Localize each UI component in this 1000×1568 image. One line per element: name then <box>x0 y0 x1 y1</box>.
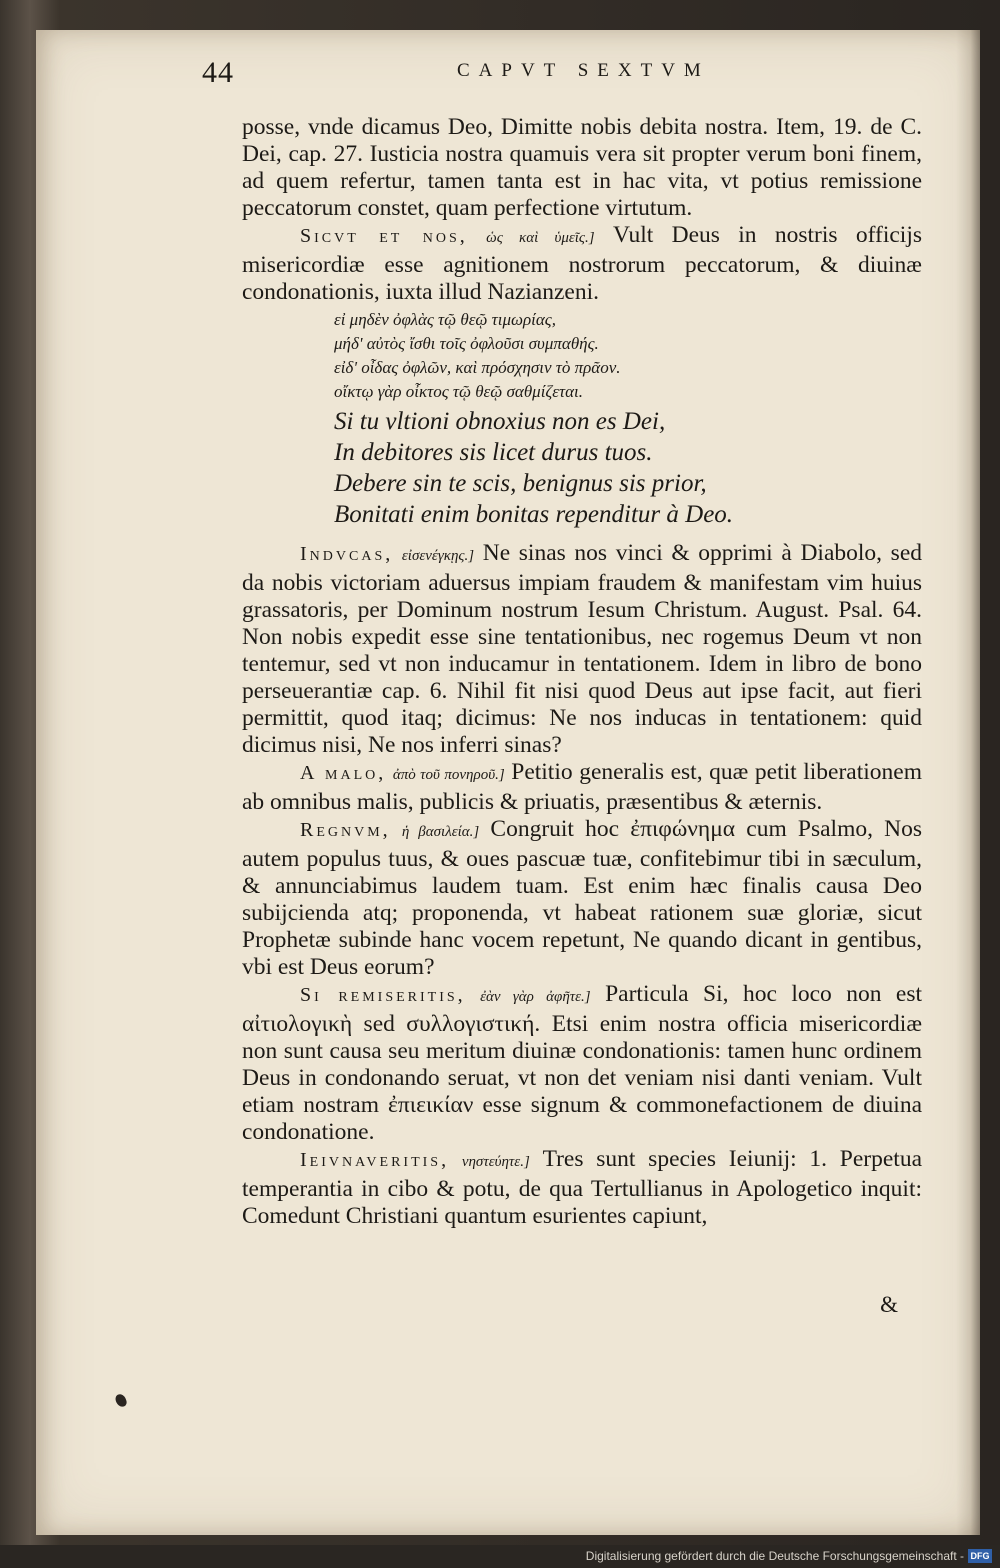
ink-blot <box>114 1393 128 1409</box>
paragraph <box>242 222 922 306</box>
book-page <box>36 30 980 1535</box>
paragraph <box>242 540 922 759</box>
main-text <box>242 114 922 1230</box>
paragraph <box>242 981 922 1146</box>
greek-verse-line: εἰ μηδὲν ὀφλὰς τῷ θεῷ τιμωρίας, <box>334 310 556 329</box>
lemma: Indvcas, <box>300 543 394 565</box>
paragraph: posse, vnde dicamus Deo, Dimitte nobis debita nostra. Item, 19. de C. Dei, cap. 27. Iusticia nostra quamuis vera sit propter verum boni finem, ad quem refertur, tamen tanta est in hac vita, vt potius remissione peccatorum constet, quam perfectione virtutum. <box>242 114 922 221</box>
footer-credit: Digitalisierung gefördert durch die Deutsche Forschungsgemeinschaft - <box>585 1549 964 1563</box>
paragraph-text: Ne sinas nos vinci & opprimi à Diabolo, sed da nobis victoriam aduersus impiam fraudem & manifestam vim huius grassatoris, per Dominum nostrum Iesum Christum. August. Psal. 64. Non nobis expedit esse sine tentationibus, nec rogemus Deum vt non tentemur, sed vt non inducamur in tentationem. Idem in libro de bono perseuerantiæ cap. 6. Nihil fit nisi quod Deus aut ipse facit, aut fieri permittit, quod itaq; dicimus: Ne nos inducas in tentationem: quid dicimus nisi, Ne nos inferri sinas? <box>242 540 923 758</box>
greek-lemma: ἀπὸ τοῦ πονηροῦ.] <box>392 767 505 783</box>
greek-verse-block <box>334 308 922 404</box>
paragraph <box>242 816 922 981</box>
greek-verse-line: μήδ' αὐτὸς ἴσθι τοῖς ὀφλοῦσι συμπαθής. <box>334 334 599 353</box>
page-header <box>202 56 722 96</box>
greek-lemma: ἡ βασιλεία.] <box>401 824 480 840</box>
lemma: A malo, <box>300 762 387 784</box>
paragraph-text: Congruit hoc ἐπιφώνημα cum Psalmo, Nos autem populus tuus, & oues pascuæ tuæ, confitebimur tibi in sæculum, & annunciabimus laudem tuam. Est enim hæc finalis causa Deo subijcienda atq; proponenda, vt habeat rationem suæ gloriæ, sicut Prophetæ subinde hanc vocem repetunt, Ne quando dicant in gentibus, vbi est Deus eorum? <box>242 816 922 980</box>
dfg-logo: DFG <box>968 1549 992 1563</box>
greek-verse-line: οἴκτῳ γὰρ οἶκτος τῷ θεῷ σαθμίζεται. <box>334 382 583 401</box>
lemma: Ieivnaveritis, <box>300 1149 450 1171</box>
paragraph-text: Vult Deus in nostris officijs misericordiæ esse agnitionem nostrorum peccatorum, & diuinæ condonationis, iuxta illud Nazianzeni. <box>242 222 922 305</box>
greek-verse-line: εἰδ' οἶδας ὀφλῶν, καὶ πρόσχησιν τὸ πρᾶον. <box>334 358 621 377</box>
lemma: Si remiseritis, <box>300 984 466 1006</box>
running-head: CAPVT SEXTVM <box>457 60 710 81</box>
latin-verse-line: Si tu vltioni obnoxius non es Dei, <box>334 408 666 435</box>
paragraph-text: Particula Si, hoc loco non est αἰτιολογικὴ sed συλλογιστική. Etsi enim nostra officia misericordiæ non sunt causa seu meritum diuinæ condonationis: tamen hunc ordinem Deus in condonando seruat, vt non det veniam nisi danti veniam. Vult etiam nostram ἐπιεικίαν esse signum & commonefactionem de diuina condonatione. <box>242 981 923 1145</box>
greek-lemma: ὡς καὶ ὑμεῖς.] <box>486 230 595 246</box>
paragraph-text: Petitio generalis est, quæ petit liberationem ab omnibus malis, publicis & priuatis, præsentibus & æternis. <box>242 759 922 815</box>
page-number: 44 <box>202 56 234 89</box>
digitization-footer <box>0 1545 1000 1568</box>
page-edge-shadow <box>956 30 980 1535</box>
lemma: Regnvm, <box>300 819 391 841</box>
greek-lemma: εἰσενέγκῃς.] <box>401 548 475 564</box>
paragraph-text: Tres sunt species Ieiunij: 1. Perpetua temperantia in cibo & potu, de qua Tertullianus in Apologetico inquit: Comedunt Christiani quantum esurientes capiunt, <box>242 1146 923 1229</box>
catchword: & <box>880 1292 898 1317</box>
greek-lemma: νηστεύητε.] <box>461 1154 530 1170</box>
latin-verse-block <box>334 406 922 530</box>
paragraph <box>242 1146 922 1230</box>
latin-verse-line: In debitores sis licet durus tuos. <box>334 439 653 466</box>
lemma: Sicvt et nos, <box>300 225 468 247</box>
latin-verse-line: Debere sin te scis, benignus sis prior, <box>334 470 707 497</box>
paragraph <box>242 759 922 816</box>
latin-verse-line: Bonitati enim bonitas rependitur à Deo. <box>334 501 734 528</box>
greek-lemma: ἐὰν γὰρ ἀφῆτε.] <box>480 989 591 1005</box>
